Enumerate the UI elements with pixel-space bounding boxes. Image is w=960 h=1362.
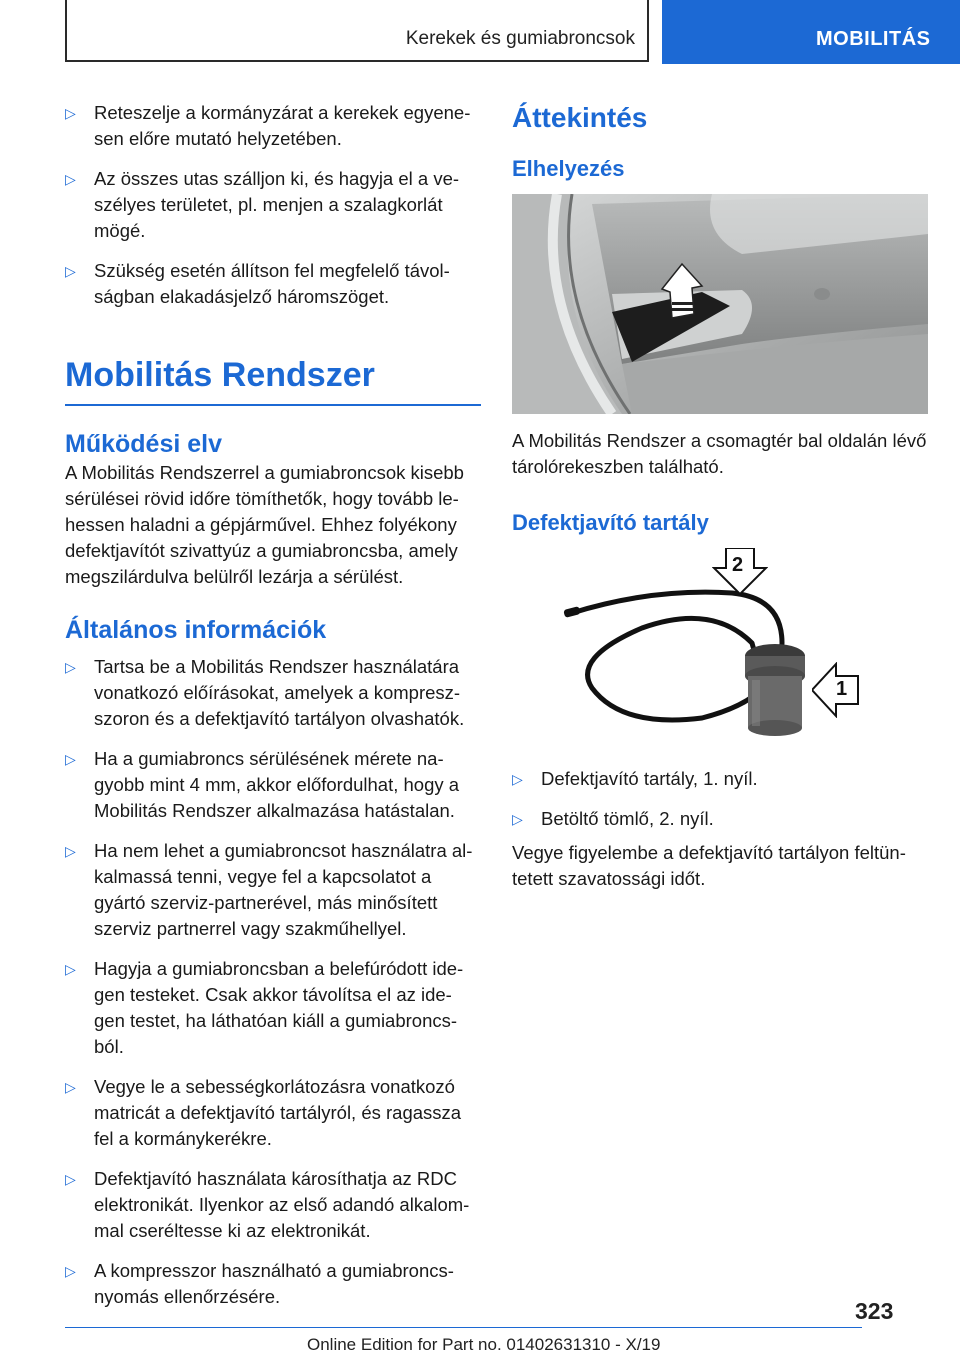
general-info-heading: Általános információk xyxy=(65,616,327,644)
header-section-box xyxy=(65,0,649,62)
callout-label-1: 1 xyxy=(836,678,848,700)
list-item: ▷ Tartsa be a Mobilitás Rendszer használatára vonatkozó előírásokat, amelyek a kompresz-szoron és a defektjavító tartályon olvashatók. xyxy=(65,656,465,729)
bullet-triangle-icon: ▷ xyxy=(65,659,76,675)
list-item: ▷ A kompresszor használható a gumiabroncs-nyomás ellenőrzésére. xyxy=(65,1260,454,1307)
bullet-triangle-icon: ▷ xyxy=(65,105,76,121)
bullet-triangle-icon: ▷ xyxy=(65,961,76,977)
list-item: ▷ Szükség esetén állítson fel megfelelő távol-ságban elakadásjelző háromszöget. xyxy=(65,260,450,307)
list-item: ▷ Az összes utas szálljon ki, és hagyja el a ve-szélyes területet, pl. menjen a szalagkorlát mögé. xyxy=(65,168,460,241)
trunk-photo-illustration xyxy=(512,194,928,414)
intro-bullet-list xyxy=(65,100,481,310)
bullet-triangle-icon: ▷ xyxy=(65,1171,76,1187)
list-item: ▷ Reteszelje a kormányzárat a kerekek egyene-sen előre mutató helyzetében. xyxy=(65,102,471,149)
bullet-triangle-icon: ▷ xyxy=(65,1079,76,1095)
principle-paragraph: A Mobilitás Rendszerrel a gumiabroncsok kisebb sérülései rövid időre tömíthetők, hogy tovább le-hessen haladni a gépjárművel. Ehhez folyékony defektjavítót szivattyúz a gumiabroncsba, amely megszilárdulva belülről lezárja a sérülést. xyxy=(65,462,464,587)
header-chapter-tab xyxy=(662,0,960,64)
header-section-title: Kerekek és gumiabroncsok xyxy=(405,28,635,49)
list-item: ▷ Ha nem lehet a gumiabroncsot használatra al-kalmassá tenni, vegye fel a kapcsolatot a gyártó szerviz-partnerével, más minősített szerviz partnerrel vagy szakműhellyel. xyxy=(65,840,473,939)
callout-arrow-1 xyxy=(812,662,860,718)
list-item: ▷ Betöltő tömlő, 2. nyíl. xyxy=(512,806,928,832)
overview-heading: Áttekintés xyxy=(512,102,648,133)
sealant-container-diagram xyxy=(512,548,928,748)
general-bullet-list xyxy=(65,654,481,1310)
bullet-triangle-icon: ▷ xyxy=(65,263,76,279)
principle-heading: Működési elv xyxy=(65,430,222,458)
list-item: ▷ Hagyja a gumiabroncsban a belefúródott ide-gen testeket. Csak akkor távolítsa el az ide-gen testet, ha láthatóan kiáll a gumiabroncs-ból. xyxy=(65,958,464,1057)
bullet-triangle-icon: ▷ xyxy=(512,811,523,827)
right-column xyxy=(512,100,928,892)
trunk-compartment-photo xyxy=(512,194,928,414)
list-item: ▷ Vegye le a sebességkorlátozásra vonatkozó matricát a defektjavító tartályról, és ragassza fel a kormánykerékre. xyxy=(65,1076,462,1149)
list-item: ▷ Ha a gumiabroncs sérülésének mérete na-gyobb mint 4 mm, akkor előfordulhat, hogy a Mobilitás Rendszer alkalmazása hatástalan. xyxy=(65,748,460,821)
bullet-triangle-icon: ▷ xyxy=(65,1263,76,1279)
location-heading: Elhelyezés xyxy=(512,156,625,181)
header-chapter-label: MOBILITÁS xyxy=(816,28,931,50)
footer-edition: Online Edition for Part no. 01402631310 - X/19 xyxy=(307,1335,661,1354)
bullet-triangle-icon: ▷ xyxy=(65,751,76,767)
location-paragraph: A Mobilitás Rendszer a csomagtér bal oldalán lévő tárolórekeszben található. xyxy=(512,430,927,477)
bullet-triangle-icon: ▷ xyxy=(65,843,76,859)
shelf-life-note: Vegye figyelembe a defektjavító tartályon feltün-tetett szavatossági időt. xyxy=(512,842,906,889)
section-title: Mobilitás Rendszer xyxy=(65,356,375,394)
page-number: 323 xyxy=(855,1298,894,1324)
list-item: ▷ Defektjavító használata károsíthatja az RDC elektronikát. Ilyenkor az első adandó alkalom-mal cseréltesse ki az elektronikát. xyxy=(65,1168,470,1241)
callout-arrow-2 xyxy=(712,548,768,596)
bullet-triangle-icon: ▷ xyxy=(512,771,523,787)
bullet-triangle-icon: ▷ xyxy=(65,171,76,187)
footer-rule xyxy=(65,1327,862,1328)
callout-label-2: 2 xyxy=(732,554,744,576)
list-item: ▷ Defektjavító tartály, 1. nyíl. xyxy=(512,766,928,792)
left-column xyxy=(65,100,481,1324)
sealant-container-heading: Defektjavító tartály xyxy=(512,510,709,535)
sealant-bullet-list xyxy=(512,766,928,832)
